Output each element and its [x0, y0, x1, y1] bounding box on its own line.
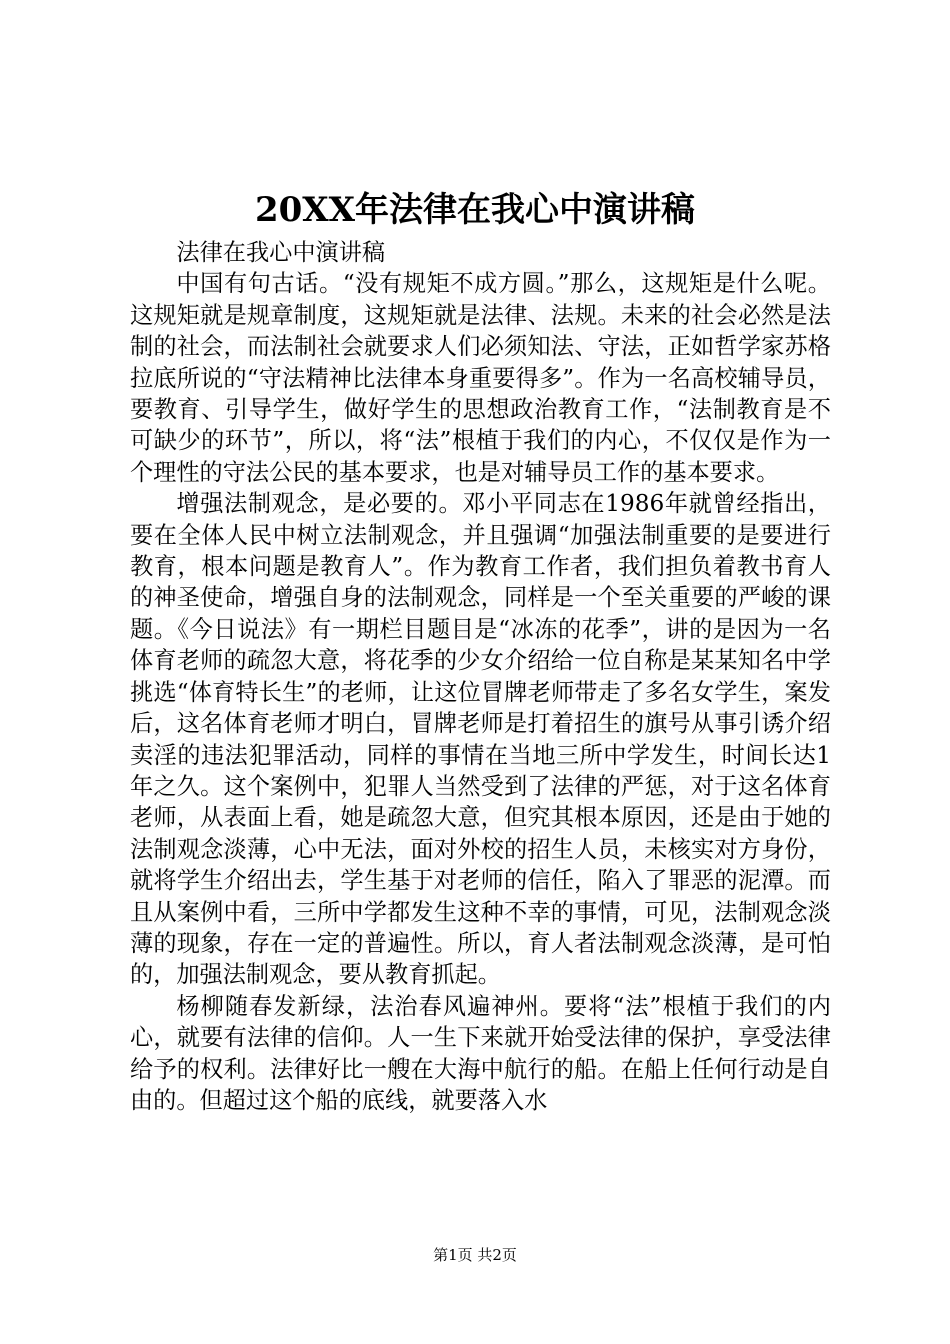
- document-body: [130, 237, 831, 1116]
- page-footer: 第1页 共2页: [433, 1246, 517, 1264]
- paragraph-1: 中国有句古话。“没有规矩不成方圆。”那么，这规矩是什么呢。这规矩就是规章制度，这规矩就是法律、法规。未来的社会必然是法制的社会，而法制社会就要求人们必须知法、守法，正如哲学家苏格拉底所说的“守法精神比法律本身重要得多”。作为一名高校辅导员，要教育、引导学生，做好学生的思想政治教育工作，“法制教育是不可缺少的环节”，所以，将“法”根植于我们的内心，不仅仅是作为一个理性的守法公民的基本要求，也是对辅导员工作的基本要求。: [130, 270, 831, 486]
- paragraph-3: 杨柳随春发新绿，法治春风遍神州。要将“法”根植于我们的内心，就要有法律的信仰。人一生下来就开始受法律的保护，享受法律给予的权利。法律好比一艘在大海中航行的船。在船上任何行动是自由的。但超过这个船的底线，就要落入水: [130, 992, 831, 1114]
- document-title: 20XX年法律在我心中演讲稿: [254, 190, 696, 230]
- paragraph-subtitle: 法律在我心中演讲稿: [176, 239, 386, 266]
- paragraph-2: 增强法制观念，是必要的。邓小平同志在1986年就曾经指出，要在全体人民中树立法制观念，并且强调“加强法制重要的是要进行教育，根本问题是教育人”。作为教育工作者，我们担负着教书育人的神圣使命，增强自身的法制观念，同样是一个至关重要的严峻的课题。《今日说法》有一期栏目题目是“冰冻的花季”，讲的是因为一名体育老师的疏忽大意，将花季的少女介绍给一位自称是某某知名中学挑选“体育特长生”的老师，让这位冒牌老师带走了多名女学生，案发后，这名体育老师才明白，冒牌老师是打着招生的旗号从事引诱介绍卖淫的违法犯罪活动，同样的事情在当地三所中学发生，时间长达1年之久。这个案例中，犯罪人当然受到了法律的严惩，对于这名体育老师，从表面上看，她是疏忽大意，但究其根本原因，还是由于她的法制观念淡薄，心中无法，面对外校的招生人员，未核实对方身份，就将学生介绍出去，学生基于对老师的信任，陷入了罪恶的泥潭。而且从案例中看，三所中学都发生这种不幸的事情，可见，法制观念淡薄的现象，存在一定的普遍性。所以，育人者法制观念淡薄，是可怕的，加强法制观念，要从教育抓起。: [130, 490, 831, 989]
